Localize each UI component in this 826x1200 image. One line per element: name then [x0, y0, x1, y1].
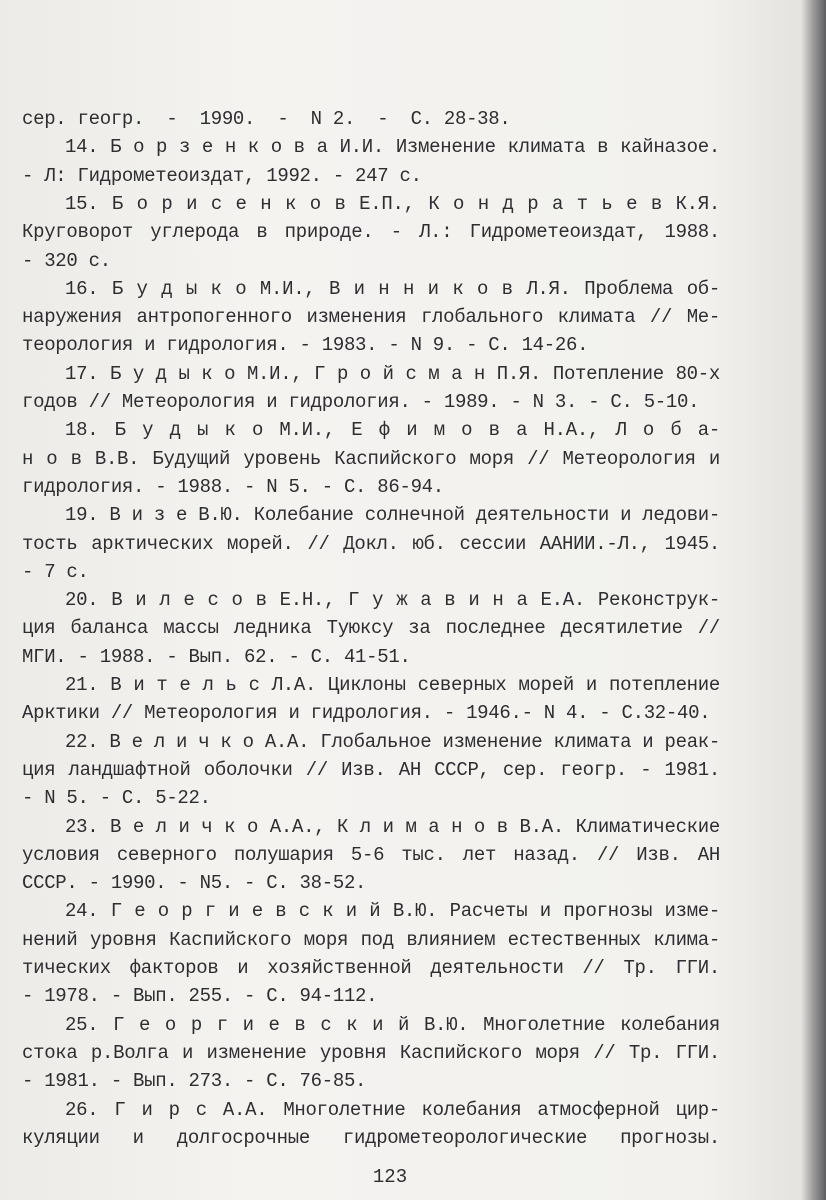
text-line: н о в В.В. Будущий уровень Каспийского моря // Метеорология и [22, 447, 720, 470]
text-line: теорология и гидрология. - 1983. - N 9. - С. 14-26. [22, 334, 589, 357]
reference-entry-start-line: 14. Б о р з е н к о в а И.И. Изменение климата в кайназое. [65, 136, 720, 159]
reference-entry-start-line: 24. Г е о р г и е в с к и й В.Ю. Расчеты и прогнозы изме- [65, 900, 720, 923]
reference-entry-start-line: 20. В и л е с о в Е.Н., Г у ж а в и н а Е.А. Реконструк- [65, 589, 720, 612]
text-line: условия северного полушария 5-6 тыс. лет назад. // Изв. АН [22, 843, 720, 866]
reference-entry-start-line: 21. В и т е л ь с Л.А. Циклоны северных морей и потепление [65, 674, 720, 696]
text-line: Арктики // Метеорология и гидрология. - 1946.- N 4. - С.32-40. [22, 702, 711, 725]
text-line: - Л: Гидрометеоиздат, 1992. - 247 с. [22, 164, 422, 187]
text-line: - 7 с. [22, 560, 89, 583]
text-line: наружения антропогенного изменения глобального климата // Ме- [22, 306, 720, 329]
text-line: СССР. - 1990. - N5. - С. 38-52. [22, 872, 367, 895]
reference-entry-start-line: 16. Б у д ы к о М.И., В и н н и к о в Л.Я. Проблема об- [65, 277, 720, 300]
reference-entry-start-line: 23. В е л и ч к о А.А., К л и м а н о в В.А. Климатические [65, 815, 720, 838]
page-number: 123 [372, 1166, 408, 1188]
text-line: нений уровня Каспийского моря под влиянием естественных клима- [22, 928, 720, 951]
reference-entry-start-line: 15. Б о р и с е н к о в Е.П., К о н д р а т ь е в К.Я. [65, 192, 720, 215]
text-line: годов // Метеорология и гидрология. - 1989. - N 3. - С. 5-10. [22, 391, 700, 413]
reference-entry-start-line: 25. Г е о р г и е в с к и й В.Ю. Многолетние колебания [65, 1013, 720, 1036]
text-line: - 1978. - Вып. 255. - С. 94-112. [22, 985, 378, 1008]
text-line: ция ландшафтной оболочки // Изв. АН СССР, сер. геогр. - 1981. [22, 758, 720, 781]
text-line: ция баланса массы ледника Туюксу за последнее десятилетие // [22, 617, 720, 640]
reference-entry-start-line: 26. Г и р с А.А. Многолетние колебания атмосферной цир- [65, 1098, 720, 1121]
text-line: стока р.Волга и изменение уровня Каспийского моря // Тр. ГГИ. [22, 1041, 720, 1064]
reference-entry-start-line: 19. В и з е В.Ю. Колебание солнечной деятельности и ледови- [65, 504, 721, 527]
text-line: - 1981. - Вып. 273. - С. 76-85. [22, 1070, 367, 1093]
text-line: куляции и долгосрочные гидрометеорологические прогнозы. [22, 1126, 720, 1149]
reference-entry-start-line: 18. Б у д ы к о М.И., Е ф и м о в а Н.А., Л о б а- [65, 419, 720, 442]
reference-entry-start-line: 22. В е л и ч к о А.А. Глобальное изменение климата и реак- [65, 730, 721, 753]
reference-entry-start-line: 17. Б у д ы к о М.И., Г р о й с м а н П.Я. Потепление 80-х [65, 362, 720, 385]
text-line: тических факторов и хозяйственной деятельности // Тр. ГГИ. [22, 957, 720, 979]
text-line: гидрология. - 1988. - N 5. - С. 86-94. [22, 475, 444, 498]
text-line: - N 5. - С. 5-22. [22, 787, 211, 810]
text-line: сер. геогр. - 1990. - N 2. - С. 28-38. [22, 108, 511, 130]
text-line: тость арктических морей. // Докл. юб. сессии ААНИИ.-Л., 1945. [22, 532, 720, 555]
text-line: МГИ. - 1988. - Вып. 62. - С. 41-51. [22, 645, 411, 668]
text-line: - 320 с. [22, 249, 111, 272]
text-line: Круговорот углерода в природе. - Л.: Гидрометеоиздат, 1988. [22, 221, 720, 244]
